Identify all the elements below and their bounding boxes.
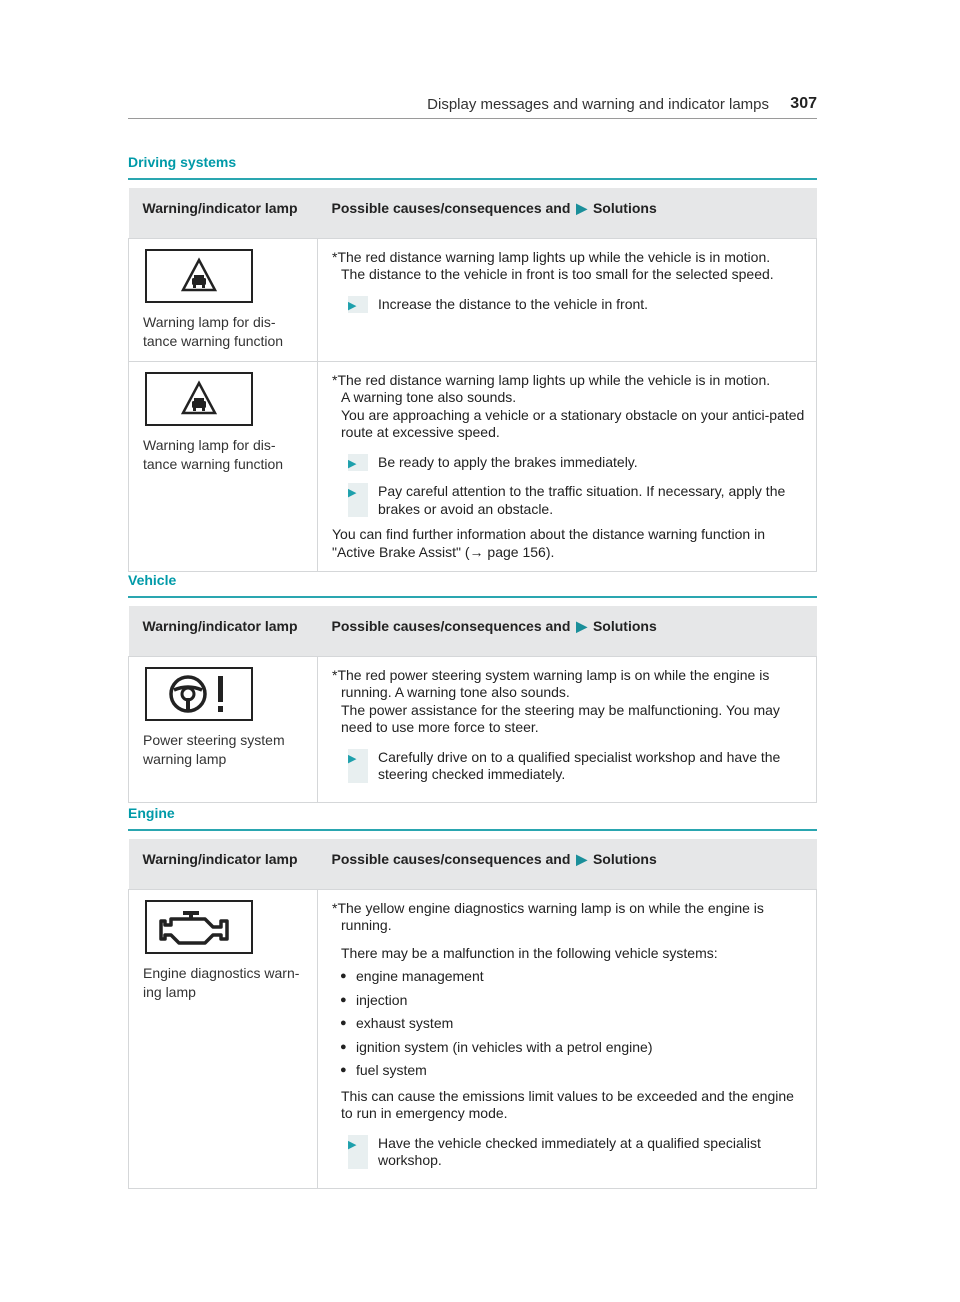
header-lamp: Warning/indicator lamp bbox=[129, 606, 318, 656]
step-arrow-icon: ▶ bbox=[348, 454, 368, 471]
lamp-label: Engine diagnostics warn-ing lamp bbox=[143, 964, 300, 1000]
cross-reference-note[interactable]: You can find further information about the distance warning function in "Active Brake Assist" (→ page 156). bbox=[332, 526, 765, 560]
page-header bbox=[128, 96, 817, 116]
section-title: Vehicle bbox=[128, 572, 177, 588]
section-engine bbox=[128, 805, 817, 1189]
cause-text: *The red distance warning lamp lights up while the vehicle is in motion. bbox=[332, 248, 771, 265]
cause-text: The power assistance for the steering may be malfunctioning. You may need to use more force to steer. bbox=[341, 701, 780, 735]
list-item: ● engine management bbox=[340, 968, 484, 984]
cause-text: running. A warning tone also sounds. bbox=[341, 684, 570, 700]
cause-text: This can cause the emissions limit values to be exceeded and the engine to run in emergency mode. bbox=[341, 1087, 794, 1121]
header-causes: Possible causes/consequences and ▶ Solutions bbox=[318, 606, 817, 656]
step-arrow-icon: ▶ bbox=[348, 1135, 368, 1169]
table-header-row bbox=[129, 606, 817, 656]
lamp-label: Warning lamp for dis-tance warning function bbox=[143, 313, 284, 349]
section-rule bbox=[128, 829, 817, 831]
lamp-label: Warning lamp for dis-tance warning function bbox=[143, 436, 284, 472]
table-header-row bbox=[129, 188, 817, 238]
section-rule bbox=[128, 596, 817, 598]
power-steering-warning-icon bbox=[145, 667, 253, 721]
cause-text: The distance to the vehicle in front is too small for the selected speed. bbox=[341, 266, 774, 282]
header-causes: Possible causes/consequences and ▶ Solutions bbox=[318, 188, 817, 238]
section-vehicle bbox=[128, 572, 817, 803]
table-row bbox=[129, 656, 817, 802]
list-item: ● ignition system (in vehicles with a petrol engine) bbox=[340, 1038, 653, 1055]
cause-text: There may be a malfunction in the following vehicle systems: bbox=[341, 944, 718, 961]
running-header-title: Display messages and warning and indicator lamps bbox=[427, 96, 769, 113]
step-arrow-icon: ▶ bbox=[348, 483, 368, 517]
solution-arrow-icon: ▶ bbox=[576, 618, 588, 634]
header-causes: Possible causes/consequences and ▶ Solutions bbox=[318, 839, 817, 889]
solution-step: ▶ Increase the distance to the vehicle in front. bbox=[348, 295, 649, 312]
section-driving-systems bbox=[128, 154, 817, 572]
header-lamp: Warning/indicator lamp bbox=[129, 188, 318, 238]
solution-arrow-icon: ▶ bbox=[576, 200, 588, 216]
list-item: ● fuel system bbox=[340, 1062, 427, 1078]
cause-text: A warning tone also sounds. bbox=[341, 389, 517, 405]
lamp-table bbox=[128, 606, 817, 803]
table-row bbox=[129, 238, 817, 361]
lamp-table bbox=[128, 188, 817, 572]
cause-text: You are approaching a vehicle or a stationary obstacle on your antici-pated route at excessive speed. bbox=[341, 406, 805, 440]
table-row bbox=[129, 361, 817, 572]
solution-step: ▶ Be ready to apply the brakes immediately. bbox=[348, 453, 638, 470]
list-item: ● exhaust system bbox=[340, 1015, 454, 1031]
table-row bbox=[129, 889, 817, 1188]
header-lamp: Warning/indicator lamp bbox=[129, 839, 318, 889]
section-title: Driving systems bbox=[128, 154, 237, 170]
solution-step: ▶ Carefully drive on to a qualified specialist workshop and have the steering checked immediately. bbox=[348, 748, 781, 782]
distance-warning-icon bbox=[145, 249, 253, 303]
cause-text: running. bbox=[341, 917, 392, 933]
header-rule bbox=[128, 118, 817, 119]
system-list bbox=[340, 968, 806, 1080]
solution-step: ▶ Pay careful attention to the traffic situation. If necessary, apply the brakes or avoid an obstacle. bbox=[348, 483, 786, 517]
list-item: ● injection bbox=[340, 991, 408, 1008]
lamp-table bbox=[128, 839, 817, 1189]
step-arrow-icon: ▶ bbox=[348, 296, 368, 313]
cause-text: *The red power steering system warning lamp is on while the engine is bbox=[332, 666, 770, 683]
engine-diagnostics-icon bbox=[145, 900, 253, 954]
distance-warning-icon bbox=[145, 372, 253, 426]
section-rule bbox=[128, 178, 817, 180]
page-number: 307 bbox=[790, 95, 817, 112]
solution-arrow-icon: ▶ bbox=[576, 851, 588, 867]
section-title: Engine bbox=[128, 805, 175, 821]
lamp-label: Power steering system warning lamp bbox=[143, 731, 285, 767]
step-arrow-icon: ▶ bbox=[348, 749, 368, 783]
solution-step: ▶ Have the vehicle checked immediately at a qualified specialist workshop. bbox=[348, 1134, 761, 1168]
cause-text: *The yellow engine diagnostics warning lamp is on while the engine is bbox=[332, 899, 764, 916]
cause-text: *The red distance warning lamp lights up while the vehicle is in motion. bbox=[332, 371, 771, 388]
table-header-row bbox=[129, 839, 817, 889]
